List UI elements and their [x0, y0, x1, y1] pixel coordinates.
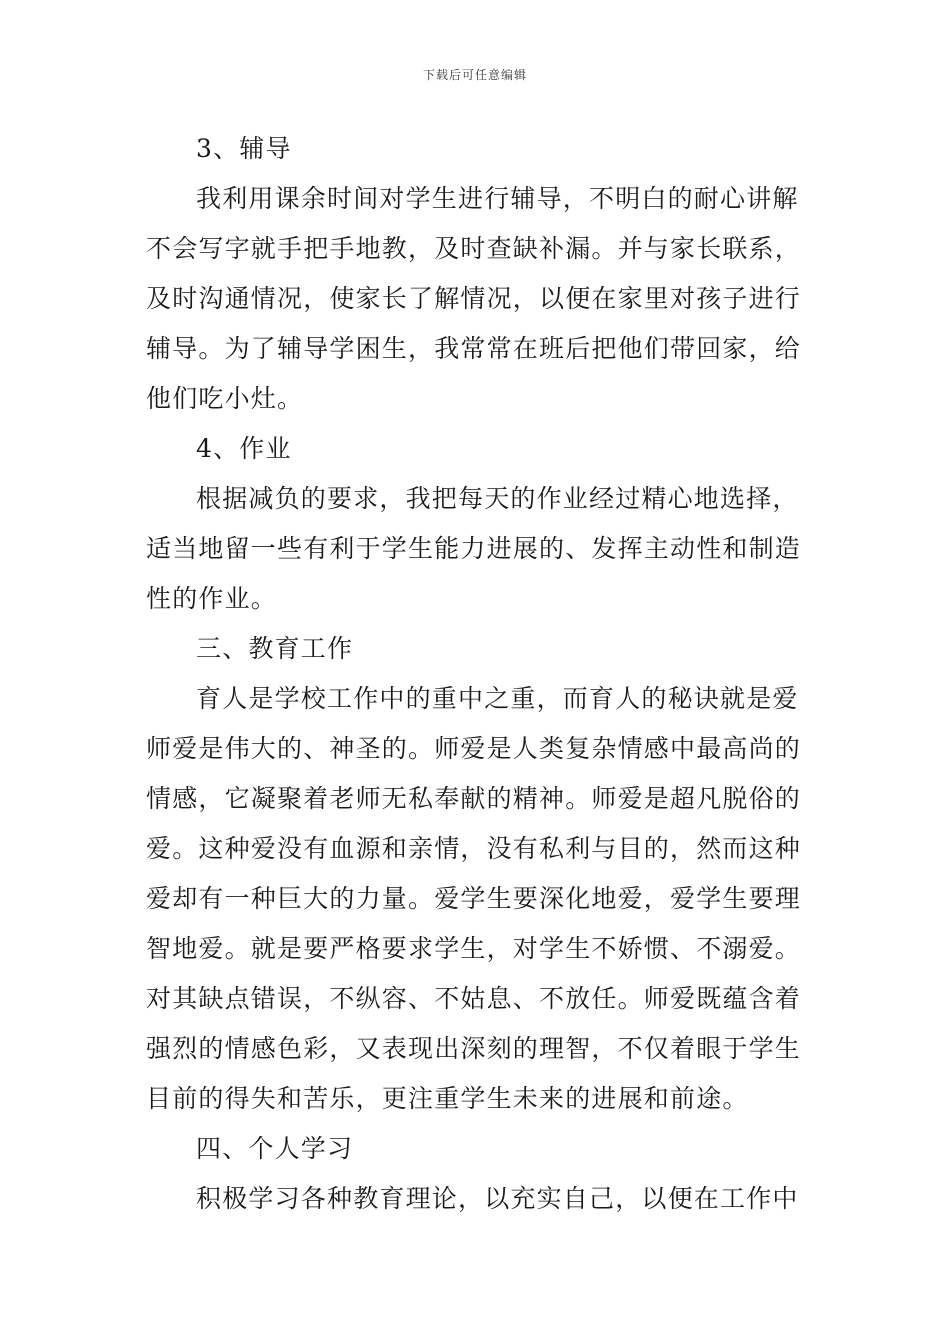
paragraph-line: 及时沟通情况，使家长了解情况，以便在家里对孩子进行	[146, 284, 802, 313]
paragraph-line: 积极学习各种教育理论，以充实自己，以便在工作中	[196, 1184, 799, 1213]
section-heading-homework: 4、作业	[196, 434, 292, 463]
section-heading-personal-study: 四、个人学习	[196, 1134, 354, 1163]
paragraph-line: 目前的得失和苦乐，更注重学生未来的进展和前途。	[146, 1084, 749, 1113]
paragraph-line: 强烈的情感色彩，又表现出深刻的理智，不仅着眼于学生	[146, 1034, 802, 1063]
paragraph-line: 爱。这种爱没有血源和亲情，没有私利与目的，然而这种	[146, 834, 802, 863]
paragraph-line: 智地爱。就是要严格要求学生，对学生不娇惯、不溺爱。	[146, 934, 802, 963]
paragraph-line: 育人是学校工作中的重中之重，而育人的秘诀就是爱	[196, 684, 799, 713]
paragraph-line: 对其缺点错误，不纵容、不姑息、不放任。师爱既蕴含着	[146, 984, 802, 1013]
paragraph-line: 师爱是伟大的、神圣的。师爱是人类复杂情感中最高尚的	[146, 734, 802, 763]
paragraph-line: 根据减负的要求，我把每天的作业经过精心地选择，	[196, 484, 799, 513]
paragraph-line: 爱却有一种巨大的力量。爱学生要深化地爱，爱学生要理	[146, 884, 802, 913]
paragraph-line: 情感，它凝聚着老师无私奉献的精神。师爱是超凡脱俗的	[146, 784, 802, 813]
paragraph-line: 我利用课余时间对学生进行辅导，不明白的耐心讲解	[196, 184, 799, 213]
paragraph-line: 性的作业。	[146, 584, 278, 613]
section-heading-tutoring: 3、辅导	[196, 134, 292, 163]
section-heading-education-work: 三、教育工作	[196, 634, 354, 663]
paragraph-line: 辅导。为了辅导学困生，我常常在班后把他们带回家，给	[146, 334, 802, 363]
paragraph-line: 他们吃小灶。	[146, 384, 304, 413]
paragraph-line: 不会写字就手把手地教，及时查缺补漏。并与家长联系，	[146, 234, 802, 263]
paragraph-line: 适当地留一些有利于学生能力进展的、发挥主动性和制造	[146, 534, 802, 563]
header-note: 下载后可任意编辑	[422, 68, 527, 82]
